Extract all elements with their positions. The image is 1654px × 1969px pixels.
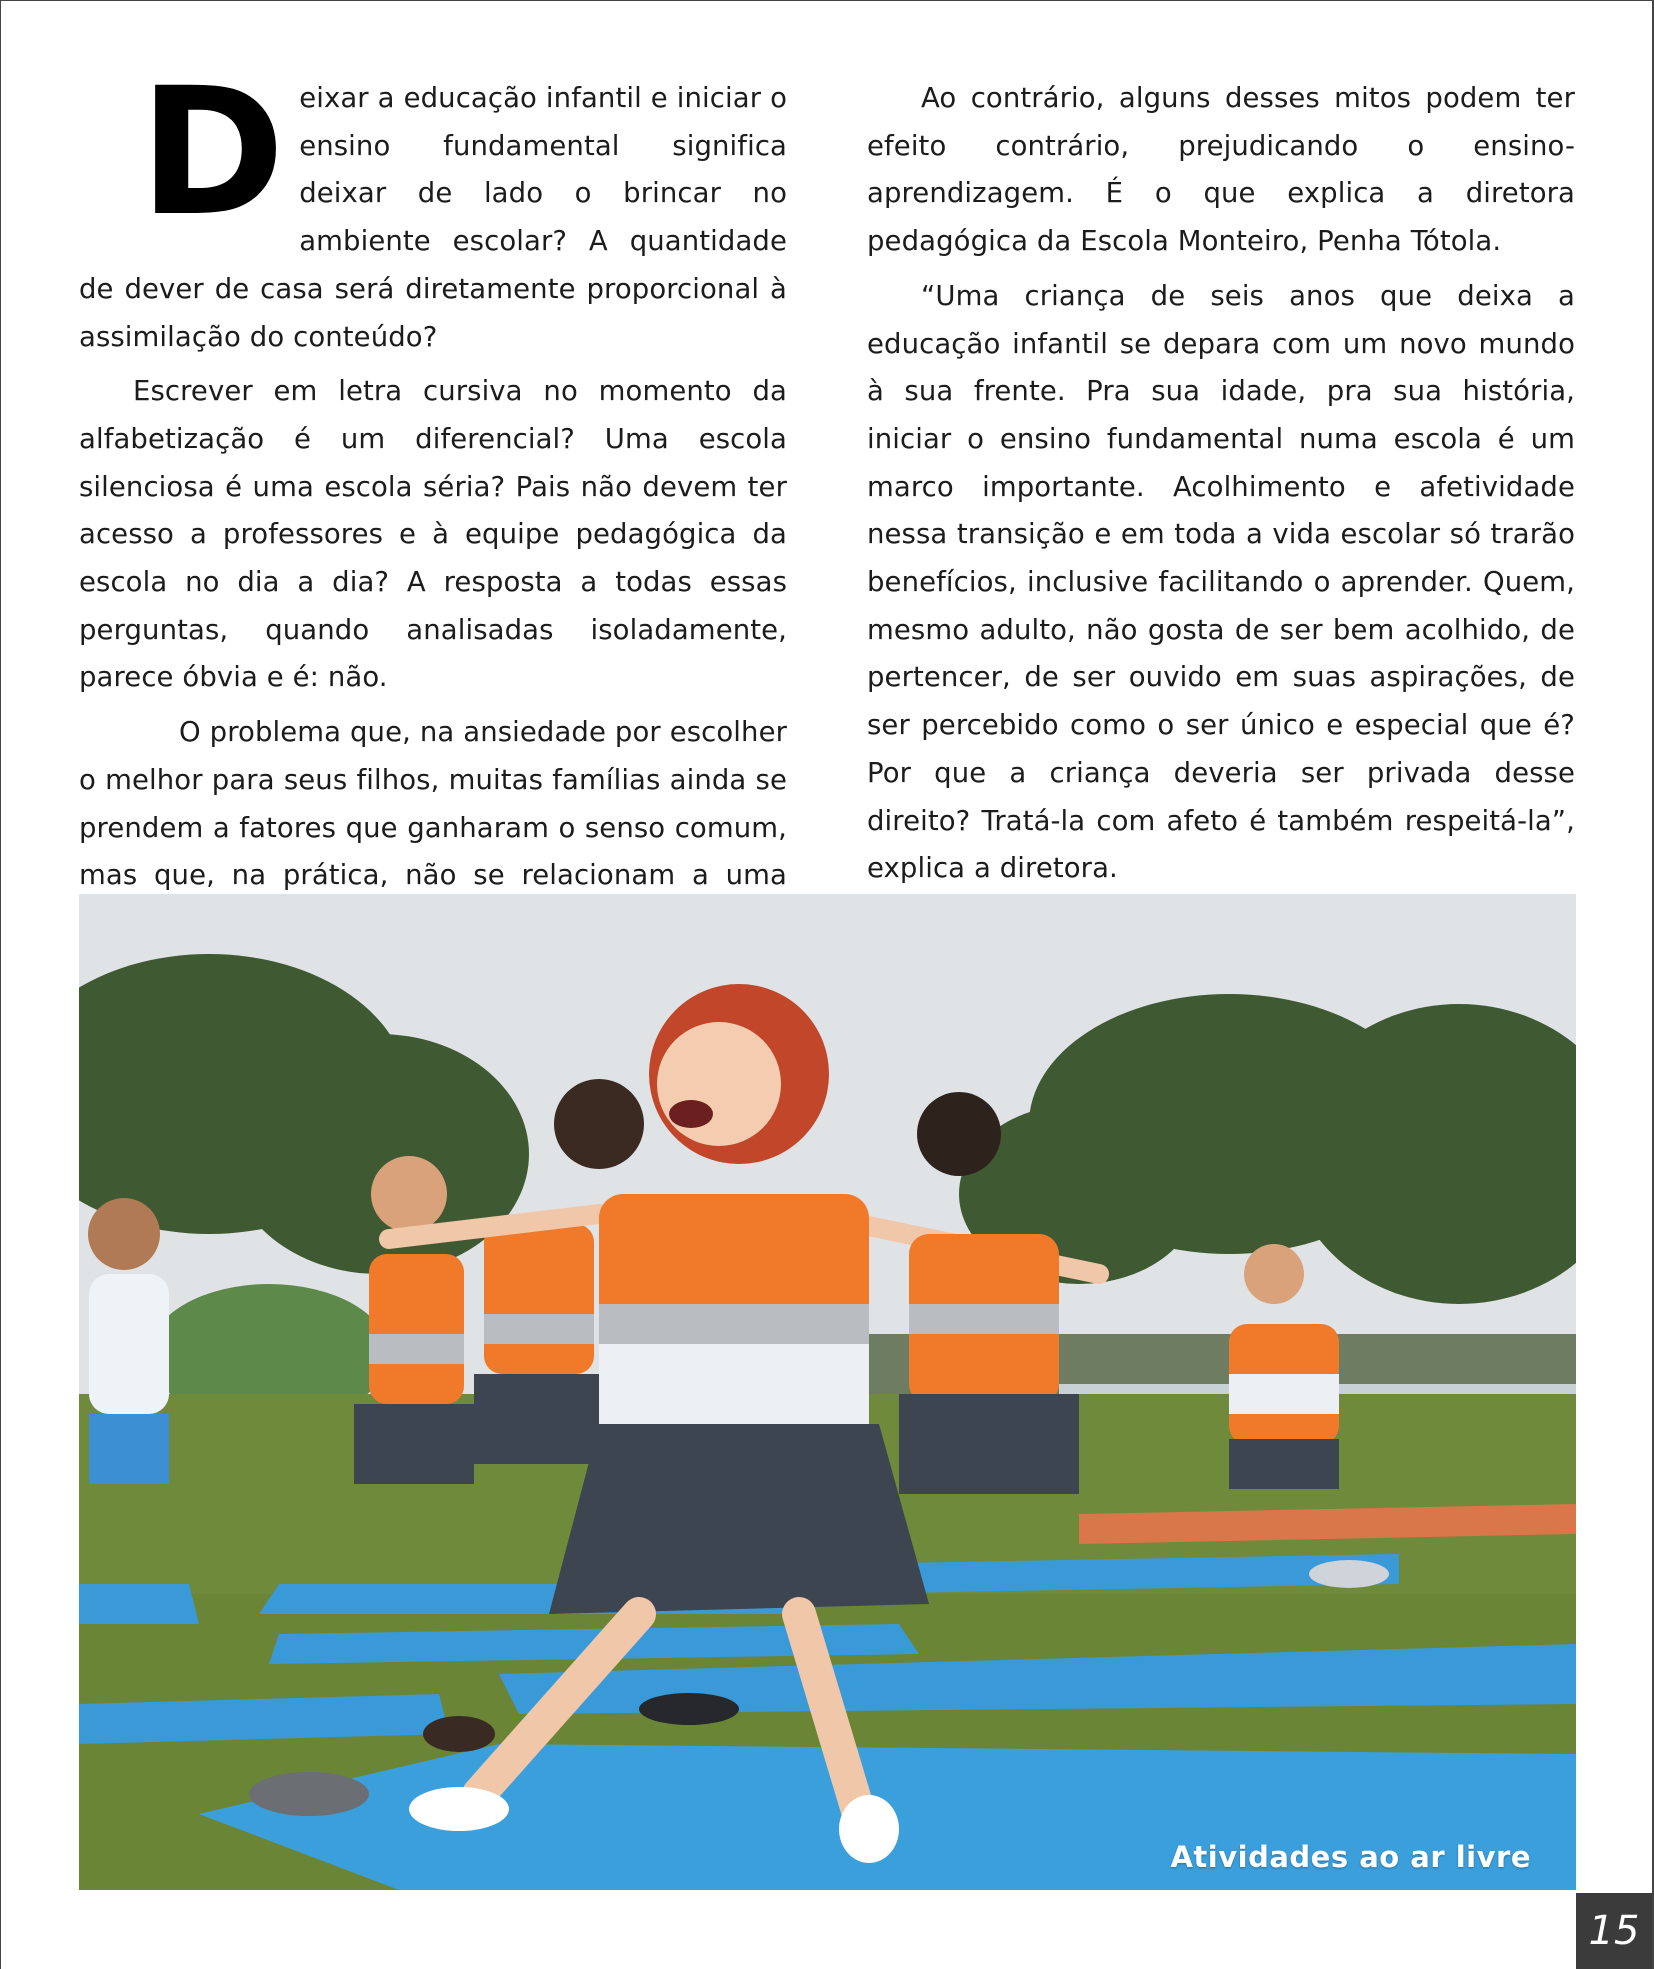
article-column-right xyxy=(867,75,1575,900)
page-number: 15 xyxy=(1576,1893,1652,1969)
photo-caption: Atividades ao ar livre xyxy=(1170,1840,1531,1874)
article-paragraph: Ao contrário, alguns desses mitos podem ter efeito contrário, prejudicando o ensino-aprendizagem. É o que explica a diretora pedagógica da Escola Monteiro, Penha Tótola. xyxy=(867,82,1575,258)
article-paragraph: “Uma criança de seis anos que deixa a educação infantil se depara com um novo mundo à sua frente. Pra sua idade, pra sua história, iniciar o ensino fundamental numa escola é um marco importante. Acolhimento e afetividade nessa transição e em toda a vida escolar só trarão benefícios, inclusive facilitando o aprender. Quem, mesmo adulto, não gosta de ser bem acolhido, de pertencer, de ser ouvido em suas aspirações, de ser percebido como o ser único e especial que é? Por que a criança deveria ser privada desse direito? Tratá-la com afeto é também respeitá-la”, explica a diretora. xyxy=(867,279,1575,885)
article-paragraph xyxy=(79,50,787,361)
outdoor-activity-photo xyxy=(79,894,1576,1890)
paragraph-text: eixar a educação infantil e iniciar o ensino fundamental significa deixar de lado o brincar no ambiente escolar? A quantidade de dever de casa será diretamente proporcional à assimilação do conteúdo? xyxy=(79,82,787,353)
article-paragraph: Escrever em letra cursiva no momento da alfabetização é um diferencial? Uma escola silenciosa é uma escola séria? Pais não devem ter acesso a professores e à equipe pedagógica da escola no dia a dia? A resposta a todas essas perguntas, quando analisadas isoladamente, parece óbvia e é: não. xyxy=(79,375,787,694)
photo-illustration xyxy=(79,894,1576,1890)
article-paragraph: O problema que, na ansiedade por escolher o melhor para seus filhos, muitas famílias ainda se prendem a fatores que ganharam o senso comum, mas que, na prática, não se relacionam a uma xyxy=(79,716,787,892)
drop-cap: D xyxy=(139,50,286,255)
article-column-left xyxy=(79,50,787,955)
